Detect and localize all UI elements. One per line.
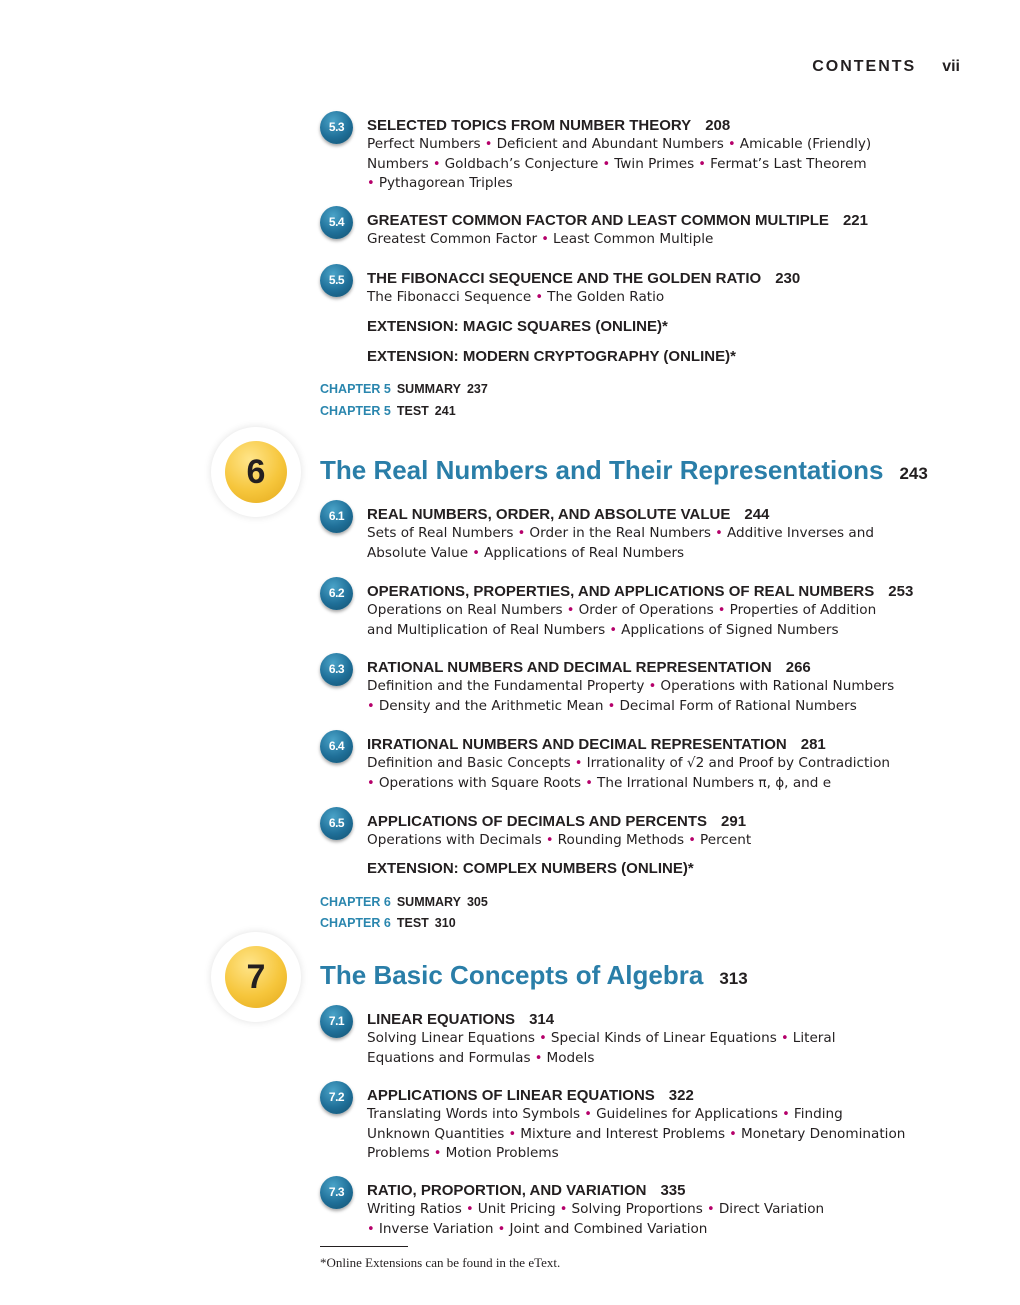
chapter-6-summary-link[interactable] (320, 895, 488, 909)
section-page-number: 266 (785, 659, 811, 676)
topic-text: Finding (793, 1106, 843, 1122)
section-topics-line (367, 155, 960, 175)
topic-text: Absolute Value (367, 544, 469, 561)
footnote: *Online Extensions can be found in the eText. (320, 1255, 561, 1270)
bullet-separator: • (493, 1221, 510, 1237)
topic-text: Least Common Multiple (553, 231, 714, 247)
section-topics-line (367, 1105, 960, 1125)
topic-text: Amicable (Friendly) (739, 136, 872, 152)
bullet-separator: • (513, 526, 530, 541)
toc-section-6-1[interactable] (320, 506, 960, 563)
bullet-separator: • (684, 833, 701, 848)
section-number-badge: 6.2 (320, 577, 353, 610)
section-title-text: REAL NUMBERS, ORDER, AND ABSOLUTE VALUE (367, 506, 731, 523)
section-topics-line (367, 774, 960, 794)
section-topics-line (367, 1200, 960, 1220)
topic-text: The Golden Ratio (547, 289, 665, 305)
section-topics-line (367, 288, 960, 308)
topic-text: Definition and Basic Concepts (367, 755, 571, 771)
topic-text: Irrationality of √2 and Proof by Contradiction (586, 755, 891, 771)
section-title-text: APPLICATIONS OF LINEAR EQUATIONS (367, 1087, 655, 1104)
section-topics-line (367, 544, 960, 564)
section-title-text: RATIO, PROPORTION, AND VARIATION (367, 1182, 647, 1199)
bullet-separator: • (562, 603, 579, 618)
chapter-line-page: 237 (466, 382, 488, 396)
bullet-separator: • (555, 1202, 572, 1217)
chapter-6-page: 243 (899, 464, 928, 483)
topic-text: Properties of Addition (729, 602, 877, 618)
topic-text: Solving Proportions (571, 1201, 703, 1217)
bullet-separator: • (644, 679, 661, 694)
bullet-separator: • (367, 1221, 379, 1237)
section-number-badge: 6.3 (320, 653, 353, 686)
topic-text: Definition and the Fundamental Property (367, 678, 645, 694)
topic-text: Translating Words into Symbols (367, 1106, 581, 1122)
chapter-line-label: CHAPTER 6 (320, 916, 391, 930)
running-head-page: vii (942, 58, 960, 75)
section-number-badge: 5.4 (320, 206, 353, 239)
topic-text: Writing Ratios (367, 1201, 462, 1217)
chapter-7-page: 313 (719, 969, 748, 988)
topic-text: Problems (367, 1145, 430, 1161)
section-page-number: 314 (529, 1011, 555, 1028)
topic-text: Monetary Denomination (740, 1125, 906, 1142)
section-number-badge: 6.5 (320, 807, 353, 840)
section-title-text: OPERATIONS, PROPERTIES, AND APPLICATIONS OF REAL NUMBERS (367, 583, 875, 600)
section-topics-line (367, 677, 960, 697)
topic-text: and Multiplication of Real Numbers (367, 621, 606, 638)
chapter-line-kind: SUMMARY (396, 382, 461, 396)
extension-modern-cryptography[interactable]: EXTENSION: MODERN CRYPTOGRAPHY (ONLINE)* (367, 348, 736, 365)
section-title-text: SELECTED TOPICS FROM NUMBER THEORY (367, 117, 692, 134)
section-topics-line (367, 754, 960, 774)
topic-text: Unit Pricing (477, 1201, 556, 1217)
topic-text: Decimal Form of Rational Numbers (619, 697, 857, 714)
bullet-separator: • (367, 176, 379, 191)
section-topics-line (367, 697, 960, 717)
section-page-number: 281 (800, 736, 826, 753)
bullet-separator: • (480, 137, 497, 152)
section-title-text: IRRATIONAL NUMBERS AND DECIMAL REPRESENTATION (367, 736, 787, 753)
chapter-line-label: CHAPTER 5 (320, 404, 391, 418)
bullet-separator: • (723, 137, 740, 152)
topic-text: Pythagorean Triples (378, 175, 513, 191)
section-page-number: 230 (775, 270, 801, 287)
section-topics-line (367, 174, 960, 194)
bullet-separator: • (725, 1126, 741, 1142)
topic-text: Density and the Arithmetic Mean (378, 697, 604, 714)
section-number-badge: 5.5 (320, 264, 353, 297)
topic-text: Twin Primes (614, 155, 695, 172)
toc-section-7-2[interactable] (320, 1087, 960, 1164)
section-page-number: 208 (705, 117, 731, 134)
topic-text: Joint and Combined Variation (509, 1220, 708, 1237)
topic-text: Guidelines for Applications (596, 1106, 778, 1122)
topic-text: The Irrational Numbers π, ϕ, and e (597, 774, 832, 791)
topic-text: Order in the Real Numbers (529, 525, 712, 541)
section-title-text: THE FIBONACCI SEQUENCE AND THE GOLDEN RATIO (367, 270, 762, 287)
chapter-7-title-link[interactable] (320, 960, 748, 991)
bullet-separator: • (776, 1031, 793, 1046)
chapter-6-number: 6 (225, 441, 287, 503)
topic-text: Literal (792, 1030, 836, 1046)
bullet-separator: • (531, 290, 548, 305)
section-page-number: 253 (888, 583, 914, 600)
chapter-6-test-link[interactable] (320, 916, 456, 930)
section-title[interactable] (367, 212, 960, 230)
chapter-7-number-badge (211, 932, 301, 1022)
chapter-line-label: CHAPTER 6 (320, 895, 391, 909)
section-title[interactable] (367, 583, 960, 601)
topic-text: Sets of Real Numbers (367, 525, 514, 541)
section-page-number: 244 (744, 506, 770, 523)
section-topics-line (367, 1125, 960, 1145)
bullet-separator: • (603, 698, 620, 714)
topic-text: Applications of Real Numbers (484, 544, 685, 561)
extension-magic-squares[interactable]: EXTENSION: MAGIC SQUARES (ONLINE)* (367, 318, 668, 335)
section-page-number: 221 (842, 212, 868, 229)
section-title-text: GREATEST COMMON FACTOR AND LEAST COMMON MULTIPLE (367, 212, 829, 229)
bullet-separator: • (428, 156, 445, 172)
section-title[interactable] (367, 117, 960, 135)
toc-section-6-3[interactable] (320, 659, 960, 716)
topic-text: Additive Inverses and (726, 525, 874, 541)
topic-text: Fermat’s Last Theorem (710, 155, 867, 172)
chapter-line-page: 305 (466, 895, 488, 909)
toc-section-6-4[interactable] (320, 736, 960, 793)
footnote-rule (320, 1246, 408, 1247)
section-number-badge: 6.4 (320, 730, 353, 763)
bullet-separator: • (530, 1050, 547, 1066)
topic-text: Solving Linear Equations (367, 1030, 535, 1046)
bullet-separator: • (711, 526, 727, 541)
topic-text: Mixture and Interest Problems (520, 1125, 726, 1142)
chapter-6-title-link[interactable] (320, 455, 928, 486)
topic-text: Percent (700, 832, 752, 848)
bullet-separator: • (694, 156, 711, 172)
extension-complex-numbers[interactable]: EXTENSION: COMPLEX NUMBERS (ONLINE)* (367, 860, 694, 877)
section-number-badge: 7.3 (320, 1176, 353, 1209)
topic-text: Deficient and Abundant Numbers (496, 136, 724, 152)
bullet-separator: • (367, 698, 379, 714)
topic-text: Perfect Numbers (367, 136, 481, 152)
bullet-separator: • (537, 232, 554, 247)
topic-text: Rounding Methods (557, 832, 685, 848)
chapter-5-test-link[interactable] (320, 404, 456, 418)
toc-section-6-5[interactable] (320, 813, 960, 851)
topic-text: Models (546, 1049, 595, 1066)
topic-text: Operations with Rational Numbers (660, 678, 895, 694)
section-topics-line (367, 601, 960, 621)
bullet-separator: • (534, 1031, 551, 1046)
section-title-text: APPLICATIONS OF DECIMALS AND PERCENTS (367, 813, 708, 830)
section-title-text: RATIONAL NUMBERS AND DECIMAL REPRESENTATION (367, 659, 772, 676)
section-page-number: 335 (660, 1182, 686, 1199)
bullet-separator: • (461, 1202, 478, 1217)
toc-section-6-2[interactable] (320, 583, 960, 640)
topic-text: Special Kinds of Linear Equations (550, 1030, 777, 1046)
section-topics-line (367, 831, 960, 851)
bullet-separator: • (702, 1202, 719, 1217)
bullet-separator: • (598, 156, 615, 172)
section-title-text: LINEAR EQUATIONS (367, 1011, 516, 1028)
topic-text: Operations with Square Roots (378, 774, 582, 791)
section-number-badge: 7.2 (320, 1081, 353, 1114)
section-title[interactable] (367, 659, 960, 677)
section-topics-line (367, 1220, 960, 1240)
chapter-5-summary-link[interactable] (320, 382, 488, 396)
chapter-line-kind: TEST (396, 916, 429, 930)
chapter-line-kind: SUMMARY (396, 895, 461, 909)
bullet-separator: • (605, 622, 622, 638)
section-topics-line (367, 230, 960, 250)
topic-text: Direct Variation (718, 1201, 825, 1217)
section-topics-line (367, 135, 960, 155)
toc-section-5-4[interactable] (320, 212, 960, 250)
topic-text: Operations on Real Numbers (367, 602, 563, 618)
chapter-7-number: 7 (225, 946, 287, 1008)
bullet-separator: • (580, 1107, 597, 1122)
bullet-separator: • (468, 545, 485, 561)
section-title[interactable] (367, 270, 960, 288)
section-topics-line (367, 1029, 960, 1049)
chapter-6-title: The Real Numbers and Their Representations (320, 455, 884, 485)
toc-section-7-1[interactable] (320, 1011, 960, 1068)
topic-text: Equations and Formulas (367, 1049, 531, 1066)
chapter-line-page: 310 (434, 916, 456, 930)
topic-text: Inverse Variation (378, 1220, 494, 1237)
section-topics-line (367, 524, 960, 544)
section-number-badge: 7.1 (320, 1005, 353, 1038)
topic-text: The Fibonacci Sequence (367, 289, 532, 305)
topic-text: Numbers (367, 155, 429, 172)
section-title[interactable] (367, 813, 960, 831)
section-title[interactable] (367, 1011, 960, 1029)
section-title[interactable] (367, 1182, 960, 1200)
chapter-6-number-badge (211, 427, 301, 517)
section-title[interactable] (367, 1087, 960, 1105)
section-page-number: 322 (668, 1087, 694, 1104)
bullet-separator: • (541, 833, 558, 848)
bullet-separator: • (570, 756, 587, 771)
topic-text: Goldbach’s Conjecture (444, 155, 599, 172)
bullet-separator: • (777, 1107, 794, 1122)
bullet-separator: • (581, 775, 598, 791)
bullet-separator: • (504, 1126, 521, 1142)
section-title[interactable] (367, 736, 960, 754)
toc-section-5-5[interactable] (320, 270, 960, 308)
chapter-line-page: 241 (434, 404, 456, 418)
chapter-line-label: CHAPTER 5 (320, 382, 391, 396)
chapter-line-kind: TEST (396, 404, 429, 418)
running-head-label: CONTENTS (812, 58, 917, 75)
section-page-number: 291 (721, 813, 747, 830)
topic-text: Order of Operations (578, 602, 714, 618)
topic-text: Unknown Quantities (367, 1125, 505, 1142)
section-topics-line (367, 1144, 960, 1164)
topic-text: Operations with Decimals (367, 832, 542, 848)
section-number-badge: 5.3 (320, 111, 353, 144)
topic-text: Greatest Common Factor (367, 231, 538, 247)
bullet-separator: • (713, 603, 730, 618)
topic-text: Applications of Signed Numbers (621, 621, 839, 638)
chapter-7-title: The Basic Concepts of Algebra (320, 960, 704, 990)
section-number-badge: 6.1 (320, 500, 353, 533)
toc-section-7-3[interactable] (320, 1182, 960, 1239)
toc-section-5-3[interactable] (320, 117, 960, 194)
bullet-separator: • (429, 1146, 446, 1161)
bullet-separator: • (367, 775, 379, 791)
running-head (812, 58, 960, 76)
section-topics-line (367, 621, 960, 641)
topic-text: Motion Problems (445, 1145, 559, 1161)
section-topics-line (367, 1049, 960, 1069)
section-title[interactable] (367, 506, 960, 524)
